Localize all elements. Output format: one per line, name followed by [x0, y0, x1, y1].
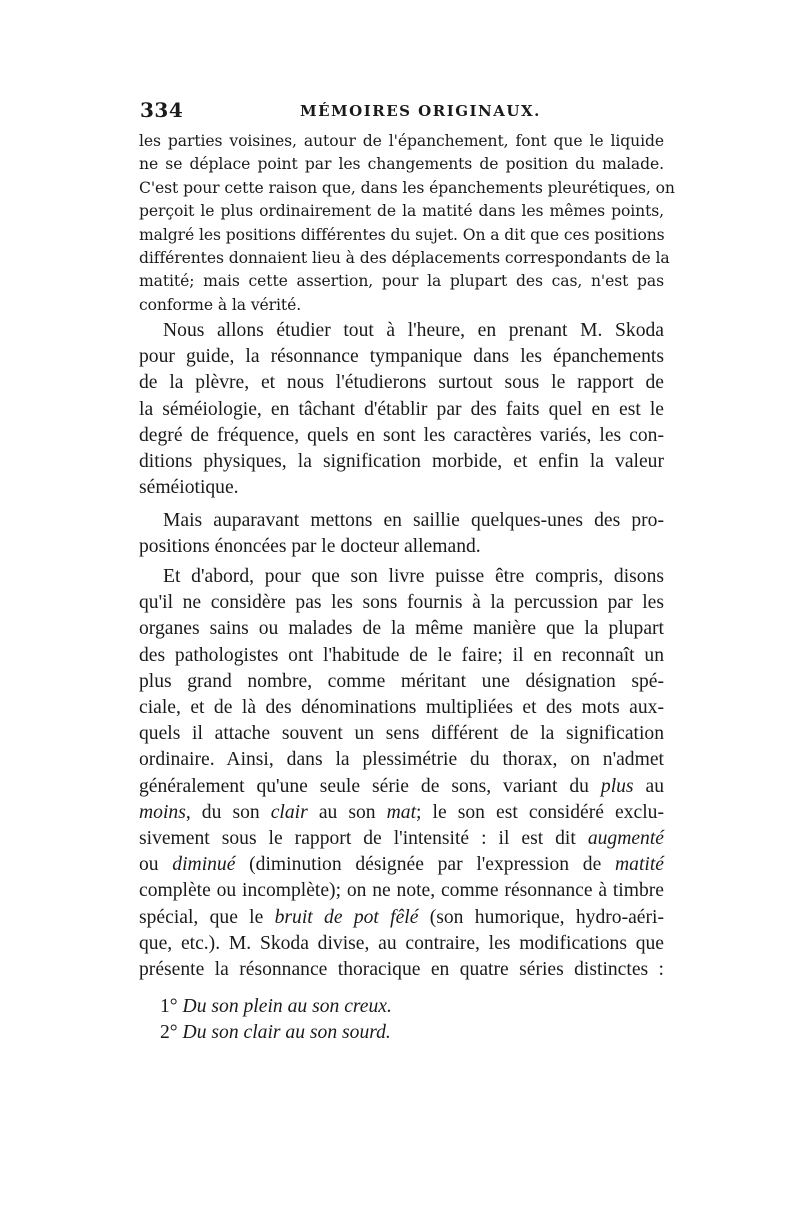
- running-title: MÉMOIRES ORIGINAUX.: [300, 102, 541, 120]
- text-run: sivement sous le rapport de l'intensité : il est dit: [139, 828, 588, 850]
- italic-term: diminué: [172, 854, 236, 876]
- text-line: différentes donnaient lieu à des déplacements correspondants de la: [139, 249, 670, 268]
- text-line: les parties voisines, autour de l'épanchement, font que le liquide: [139, 132, 664, 150]
- list-number: 1°: [160, 996, 178, 1017]
- italic-term: bruit de pot fêlé: [274, 906, 419, 928]
- text-line: Et d'abord, pour que son livre puisse être compris, disons: [163, 566, 664, 587]
- text-line: Nous allons étudier tout à l'heure, en prenant M. Skoda: [163, 320, 664, 341]
- list-item-2: [160, 1022, 391, 1044]
- paragraph-sound-classification: [139, 564, 664, 983]
- list-item-1: [160, 996, 392, 1018]
- text-run: , du son: [185, 801, 271, 823]
- text-run: au son: [307, 801, 387, 823]
- text-run: (son humorique, hydro-aéri-: [418, 906, 664, 928]
- text-line: quels il attache souvent un sens différent de la signification: [139, 723, 664, 745]
- text-line: [139, 774, 664, 800]
- text-line: ordinaire. Ainsi, dans la plessimétrie du thorax, on n'admet: [139, 749, 664, 771]
- text-line: séméiotique.: [139, 477, 239, 499]
- paragraph-continuation: [139, 130, 675, 317]
- italic-term: mat: [386, 801, 417, 823]
- text-line: [139, 905, 664, 931]
- text-run: généralement qu'une seule série de sons, variant du: [139, 775, 601, 797]
- list-number: 2°: [160, 1022, 178, 1043]
- text-line: degré de fréquence, quels en sont les caractères variés, les con-: [139, 424, 664, 446]
- list-text: Du son plein au son creux.: [182, 996, 392, 1017]
- text-line: ditions physiques, la signification morbide, et enfin la valeur: [139, 451, 664, 473]
- italic-term: augmenté: [587, 828, 664, 850]
- text-line: que, etc.). M. Skoda divise, au contraire, les modifications que: [139, 932, 664, 954]
- paragraph-propositions: [139, 508, 664, 560]
- list-text: Du son clair au son sourd.: [182, 1022, 391, 1043]
- text-line: des pathologistes ont l'habitude de le faire; il en reconnaît un: [139, 644, 664, 666]
- page-header: [140, 98, 660, 124]
- italic-term: plus: [600, 775, 634, 797]
- text-run: ; le son est considéré exclu-: [416, 801, 664, 823]
- text-line: Mais auparavant mettons en saillie quelques-unes des pro-: [163, 510, 664, 531]
- page-number: 334: [140, 98, 184, 122]
- text-run: au: [633, 775, 664, 797]
- text-line: [139, 826, 664, 852]
- text-line: conforme à la vérité.: [139, 295, 302, 314]
- text-line: [139, 800, 664, 826]
- text-run: spécial, que le: [139, 906, 275, 928]
- italic-term: clair: [270, 801, 308, 823]
- text-line: complète ou incomplète); on ne note, comme résonnance à timbre: [139, 880, 664, 902]
- text-line: ne se déplace point par les changements de position du malade.: [139, 155, 664, 174]
- text-line: positions énoncées par le docteur allemand.: [139, 536, 481, 558]
- paragraph-skoda-study: [139, 318, 664, 501]
- text-line: de la plèvre, et nous l'étudierons surtout sous le rapport de: [139, 372, 664, 394]
- text-line: malgré les positions différentes du sujet. On a dit que ces positions: [139, 225, 665, 244]
- text-line: matité; mais cette assertion, pour la plupart des cas, n'est pas: [139, 272, 664, 291]
- text-line: la séméiologie, en tâchant d'établir par des faits quel en est le: [139, 398, 664, 420]
- text-line: présente la résonnance thoracique en quatre séries distinctes :: [139, 959, 664, 981]
- text-run: (diminution désignée par l'expression de: [235, 854, 615, 876]
- text-line: C'est pour cette raison que, dans les épanchements pleurétiques, on: [139, 178, 675, 197]
- text-line: organes sains ou malades de la même manière que la plupart: [139, 618, 664, 640]
- italic-term: matité: [615, 854, 664, 876]
- text-line: ciale, et de là des dénominations multipliées et des mots aux-: [139, 697, 664, 719]
- text-line: plus grand nombre, comme méritant une désignation spé-: [139, 670, 664, 692]
- text-run: ou: [139, 854, 173, 876]
- text-line: qu'il ne considère pas les sons fournis à la percussion par les: [139, 592, 664, 614]
- text-line: [139, 852, 664, 878]
- text-line: perçoit le plus ordinairement de la matité dans les mêmes points,: [139, 202, 664, 221]
- italic-term: moins: [139, 801, 186, 823]
- text-line: pour guide, la résonnance tympanique dans les épanchements: [139, 346, 664, 368]
